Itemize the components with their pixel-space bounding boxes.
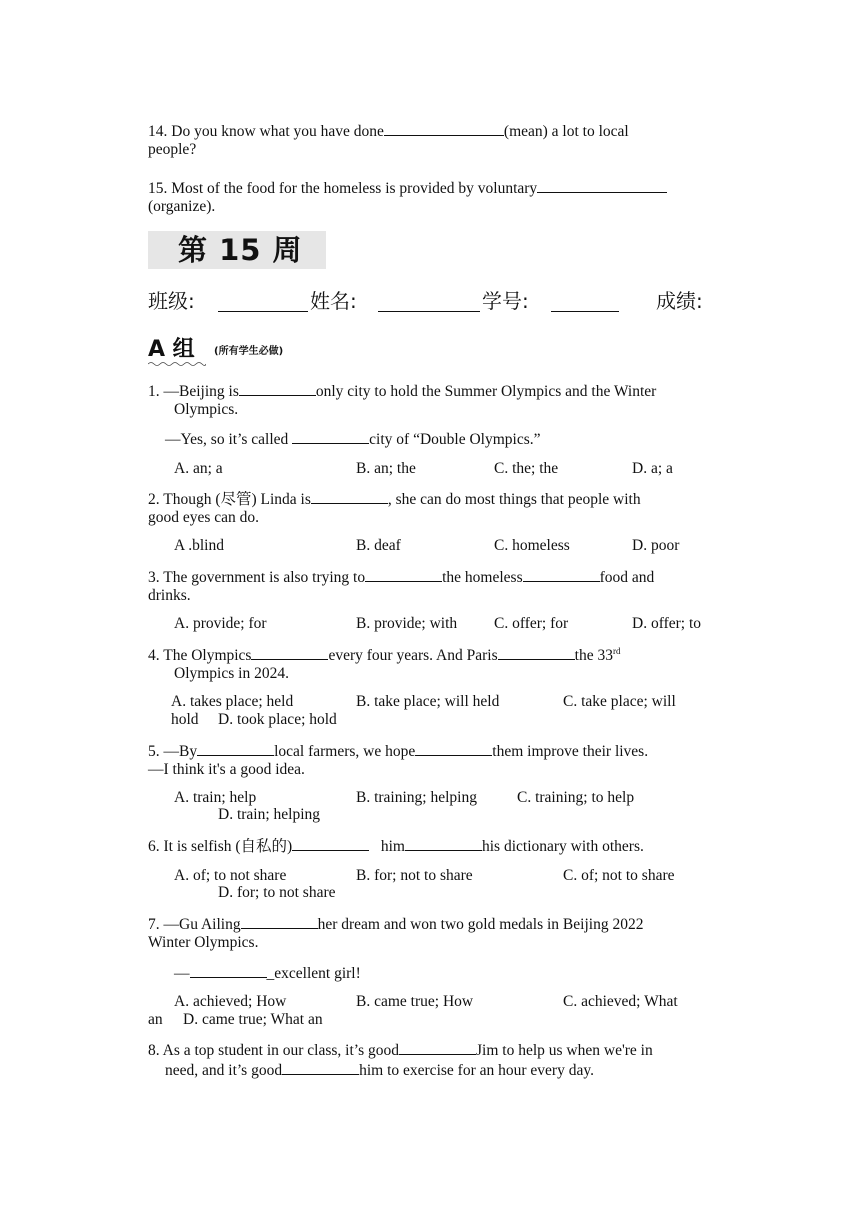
question-2 <box>148 489 718 527</box>
class-label: 班级: <box>148 289 195 313</box>
question-8 <box>148 1040 718 1080</box>
q5-text: local farmers, we hope <box>274 743 416 760</box>
answer-blank[interactable] <box>384 121 504 136</box>
q1-dialogue-text: city of “Double Olympics.” <box>369 431 541 448</box>
q2-text: 2. Though (尽管) Linda is <box>148 491 311 508</box>
q14-text-line2: people? <box>148 141 197 158</box>
answer-blank[interactable] <box>311 489 388 504</box>
option-d[interactable]: D. train; helping <box>218 806 321 823</box>
option-a[interactable]: A. achieved; How <box>174 993 287 1010</box>
q2-text: good eyes can do. <box>148 509 260 526</box>
q6-text: his dictionary with others. <box>481 838 644 855</box>
answer-blank[interactable] <box>282 1060 359 1075</box>
question-7 <box>148 914 718 952</box>
q7-text: Winter Olympics. <box>148 934 259 951</box>
q3-text: the homeless <box>442 569 523 586</box>
option-b[interactable]: B. training; helping <box>356 789 477 806</box>
question-7-dialogue <box>174 963 744 983</box>
question-1-dialogue <box>165 429 735 449</box>
option-b[interactable]: B. deaf <box>356 537 401 554</box>
q15-text-line2: (organize). <box>148 198 216 215</box>
answer-blank[interactable] <box>537 178 667 193</box>
q7-dialogue-text: — <box>174 965 190 982</box>
q4-text: the 33 <box>574 647 613 664</box>
q8-text: him to exercise for an hour every day. <box>359 1062 594 1079</box>
option-b[interactable]: B. came true; How <box>356 993 474 1010</box>
option-d[interactable]: D. came true; What an <box>183 1011 323 1028</box>
question-14 <box>148 121 718 159</box>
answer-blank[interactable] <box>251 645 328 660</box>
option-d[interactable]: D. for; to not share <box>218 884 336 901</box>
q8-text: need, and it’s good <box>165 1062 283 1079</box>
question-1 <box>148 381 718 419</box>
q3-text: 3. The government is also trying to <box>148 569 366 586</box>
group-note: (所有学生必做) <box>214 346 284 357</box>
option-c[interactable]: C. take place; will <box>563 693 676 710</box>
answer-blank[interactable] <box>365 567 442 582</box>
q14-text-after: (mean) a lot to local <box>503 123 629 140</box>
q1-dialogue-text: —Yes, so it’s called <box>165 431 293 448</box>
group-title: A 组 <box>148 337 195 362</box>
student-id-label: 学号: <box>482 289 529 313</box>
name-field[interactable] <box>378 311 480 312</box>
option-a[interactable]: A .blind <box>174 537 224 554</box>
q6-text: him <box>380 838 405 855</box>
name-label: 姓名: <box>310 289 357 313</box>
q3-text: drinks. <box>148 587 191 604</box>
option-c[interactable]: C. of; not to share <box>563 867 675 884</box>
q3-text: food and <box>599 569 655 586</box>
answer-blank[interactable] <box>197 741 274 756</box>
option-b[interactable]: B. provide; with <box>356 615 458 632</box>
answer-blank[interactable] <box>523 567 600 582</box>
q14-text: 14. Do you know what you have done <box>148 123 384 140</box>
option-d[interactable]: D. offer; to <box>632 615 702 632</box>
q5-text: —I think it's a good idea. <box>148 761 305 778</box>
option-c[interactable]: C. the; the <box>494 460 559 477</box>
answer-blank[interactable] <box>415 741 492 756</box>
q1-text: Olympics. <box>174 401 239 418</box>
option-c[interactable]: C. training; to help <box>517 789 635 806</box>
q4-text: 4. The Olympics <box>148 647 252 664</box>
option-c[interactable]: C. homeless <box>494 537 570 554</box>
q4-text: Olympics in 2024. <box>174 665 289 682</box>
wavy-underline <box>148 361 206 367</box>
q8-text: 8. As a top student in our class, it’s good <box>148 1042 400 1059</box>
class-field[interactable] <box>218 311 308 312</box>
question-6 <box>148 836 718 856</box>
option-a[interactable]: A. train; help <box>174 789 257 806</box>
question-15 <box>148 178 718 216</box>
option-b[interactable]: B. for; not to share <box>356 867 473 884</box>
q7-dialogue-text: _excellent girl! <box>266 965 361 982</box>
option-a[interactable]: A. of; to not share <box>174 867 287 884</box>
question-5 <box>148 741 718 779</box>
option-a[interactable]: A. provide; for <box>174 615 267 632</box>
q5-text: them improve their lives. <box>492 743 649 760</box>
option-a[interactable]: A. takes place; held <box>171 693 294 710</box>
question-4 <box>148 645 718 683</box>
answer-blank[interactable] <box>239 381 316 396</box>
score-label: 成绩: <box>656 289 703 313</box>
ordinal-suffix: rd <box>612 645 621 656</box>
q1-text: only city to hold the Summer Olympics and the Winter <box>315 383 657 400</box>
answer-blank[interactable] <box>292 429 369 444</box>
answer-blank[interactable] <box>399 1040 476 1055</box>
option-c-continued: hold <box>171 711 199 728</box>
q5-text: 5. —By <box>148 743 198 760</box>
q7-text: her dream and won two gold medals in Beijing 2022 <box>317 916 644 933</box>
q7-text: 7. —Gu Ailing <box>148 916 241 933</box>
option-c[interactable]: C. offer; for <box>494 615 569 632</box>
option-b[interactable]: B. an; the <box>356 460 416 477</box>
q15-text: 15. Most of the food for the homeless is provided by voluntary <box>148 180 538 197</box>
option-d[interactable]: D. a; a <box>632 460 673 477</box>
answer-blank[interactable] <box>241 914 318 929</box>
q6-text: 6. It is selfish (自私的) <box>148 838 293 855</box>
option-d[interactable]: D. poor <box>632 537 680 554</box>
option-a[interactable]: A. an; a <box>174 460 223 477</box>
option-d[interactable]: D. took place; hold <box>218 711 337 728</box>
q4-text: every four years. And Paris <box>328 647 498 664</box>
option-b[interactable]: B. take place; will held <box>356 693 500 710</box>
q8-text: Jim to help us when we're in <box>476 1042 653 1059</box>
q2-text: , she can do most things that people with <box>387 491 641 508</box>
answer-blank[interactable] <box>190 963 267 978</box>
answer-blank[interactable] <box>498 645 575 660</box>
q1-text: 1. —Beijing is <box>148 383 239 400</box>
student-id-field[interactable] <box>551 311 619 312</box>
answer-blank[interactable] <box>292 836 369 851</box>
answer-blank[interactable] <box>405 836 482 851</box>
option-c-continued: an <box>148 1011 163 1028</box>
week-title: 第 15 周 <box>178 233 303 267</box>
option-c[interactable]: C. achieved; What <box>563 993 678 1010</box>
question-3 <box>148 567 718 605</box>
